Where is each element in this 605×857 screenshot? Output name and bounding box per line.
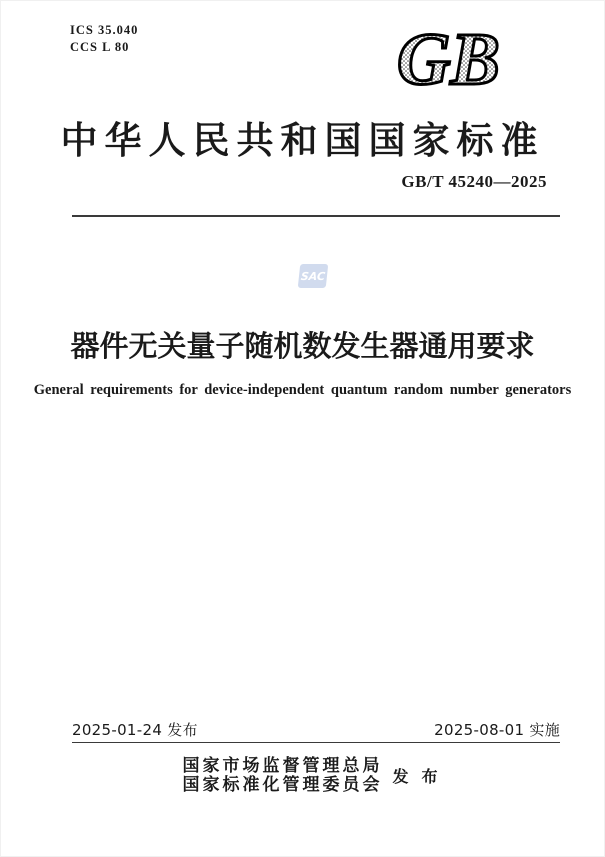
ics-code: ICS 35.040 <box>70 23 139 37</box>
classification-codes <box>70 22 138 56</box>
document-title-english: General requirements for device-independent quantum random number generators <box>33 382 572 398</box>
issuer-block <box>14 756 605 794</box>
document-title-chinese: 器件无关量子随机数发生器通用要求 <box>70 329 535 363</box>
footer-divider <box>72 742 560 743</box>
sac-watermark: SAC <box>298 264 329 288</box>
standard-number: GB/T 45240—2025 <box>401 172 547 191</box>
dates-row <box>72 719 560 740</box>
header-divider <box>72 215 560 217</box>
issuer-names <box>182 756 382 794</box>
national-standard-title: 中华人民共和国国家标准 <box>60 121 545 162</box>
release-label: 发布 <box>392 768 451 786</box>
implementation-date: 2025-08-01 实施 <box>434 721 560 739</box>
ccs-code: CCS L 80 <box>70 39 130 54</box>
issuer-line-2: 国家标准化管理委员会 <box>182 775 383 795</box>
issuer-line-1: 国家市场监督管理总局 <box>182 756 383 775</box>
gb-logo-icon <box>395 20 543 94</box>
issue-date: 2025-01-24 发布 <box>72 721 198 739</box>
gb-logo-text: GB <box>397 20 500 94</box>
